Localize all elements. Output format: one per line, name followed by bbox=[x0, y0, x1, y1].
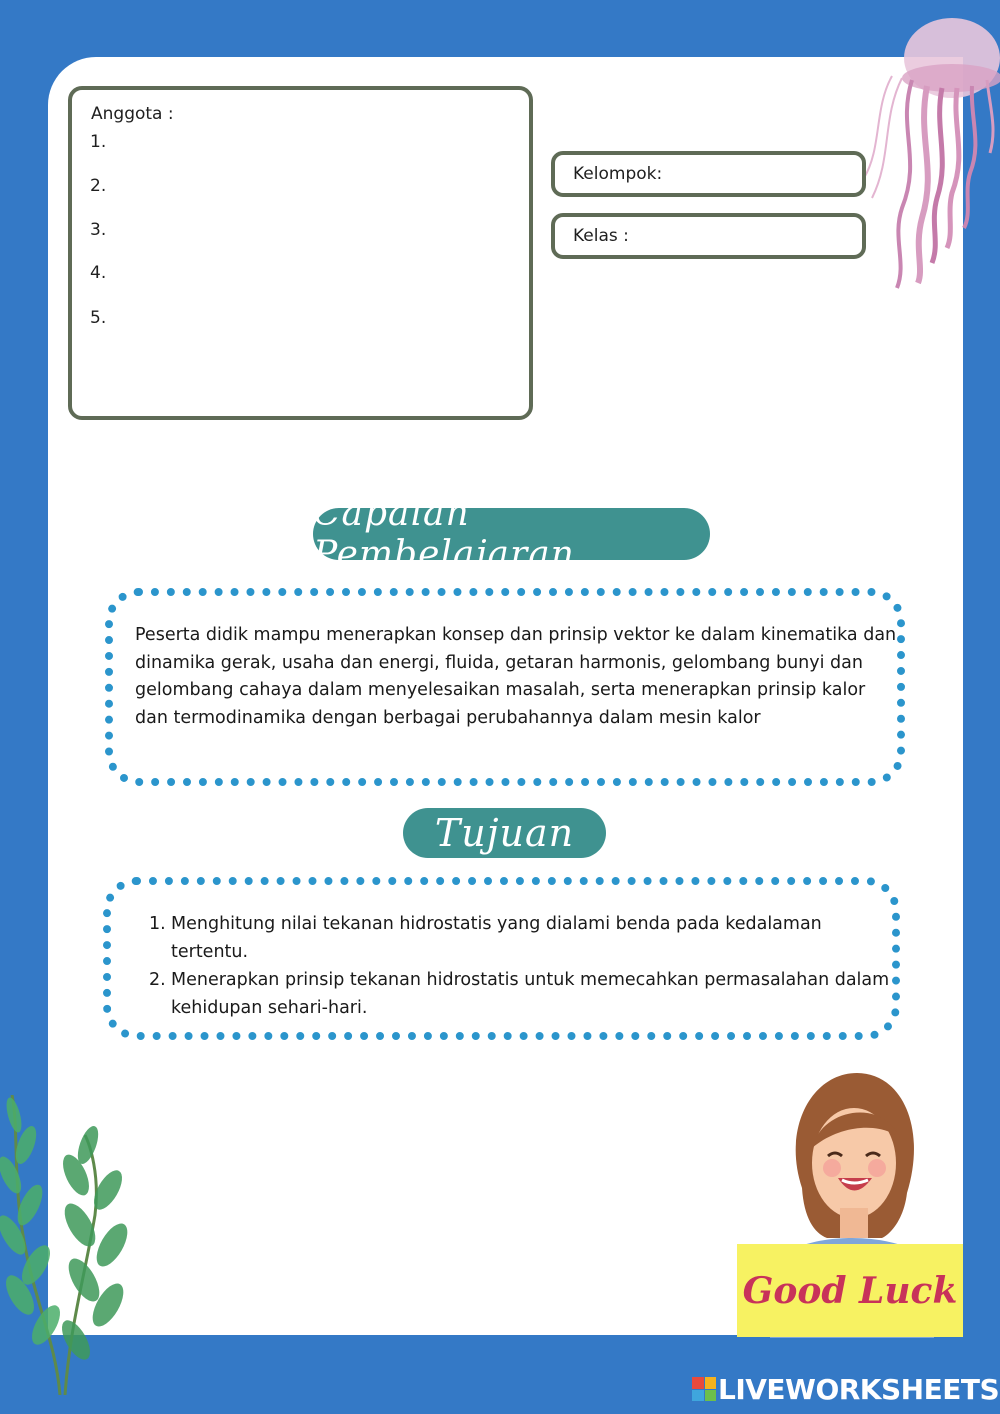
goal-text-1: Menghitung nilai tekanan hidrostatis yang dialami benda pada kedalaman tertentu. bbox=[171, 914, 822, 962]
learning-outcome-text: Peserta didik mampu menerapkan konsep dan prinsip vektor ke dalam kinematika dan dinamika gerak, usaha dan energi, fluida, getaran harmonis, gelombang bunyi dan gelombang cahaya dalam menyelesaikan masalah, serta menerapkan prinsip kalor dan termodinamika dengan berbagai perubahannya dalam mesin kalor bbox=[135, 625, 897, 728]
members-box bbox=[68, 86, 533, 420]
group-input[interactable] bbox=[668, 161, 868, 187]
member-5-input[interactable] bbox=[120, 306, 500, 332]
member-number-5: 5. bbox=[90, 308, 107, 328]
seaweed-illustration bbox=[0, 1095, 160, 1395]
member-number-2: 2. bbox=[90, 176, 107, 196]
member-number-3: 3. bbox=[90, 220, 107, 240]
good-luck-text: Good Luck bbox=[742, 1269, 958, 1312]
member-4-input[interactable] bbox=[120, 261, 500, 287]
member-2-input[interactable] bbox=[120, 174, 500, 200]
group-box bbox=[551, 151, 866, 197]
class-input[interactable] bbox=[635, 223, 862, 249]
learning-outcome-heading: Capaian Pembelajaran bbox=[313, 508, 710, 560]
goals-box bbox=[103, 877, 900, 1040]
class-box bbox=[551, 213, 866, 259]
goals-heading: Tujuan bbox=[403, 808, 606, 858]
goal-number-2: 2. bbox=[149, 970, 166, 990]
member-number-1: 1. bbox=[90, 132, 107, 152]
goal-number-1: 1. bbox=[149, 914, 166, 934]
member-1-input[interactable] bbox=[120, 130, 500, 156]
good-luck-sign bbox=[737, 1244, 963, 1337]
members-title: Anggota : bbox=[91, 104, 174, 124]
liveworksheets-watermark bbox=[692, 1372, 999, 1406]
member-number-4: 4. bbox=[90, 263, 107, 283]
goal-item-1 bbox=[149, 910, 889, 966]
class-label: Kelas : bbox=[573, 226, 629, 246]
group-label: Kelompok: bbox=[573, 164, 663, 184]
member-3-input[interactable] bbox=[120, 218, 500, 244]
goal-text-2: Menerapkan prinsip tekanan hidrostatis untuk memecahkan permasalahan dalam kehidupan sehari-hari. bbox=[171, 970, 890, 1018]
watermark-text: LIVEWORKSHEETS bbox=[718, 1372, 1000, 1406]
goal-item-2 bbox=[149, 966, 889, 1022]
liveworksheets-logo-icon bbox=[692, 1377, 716, 1401]
jellyfish-illustration bbox=[852, 8, 1000, 293]
learning-outcome-box bbox=[105, 588, 905, 786]
